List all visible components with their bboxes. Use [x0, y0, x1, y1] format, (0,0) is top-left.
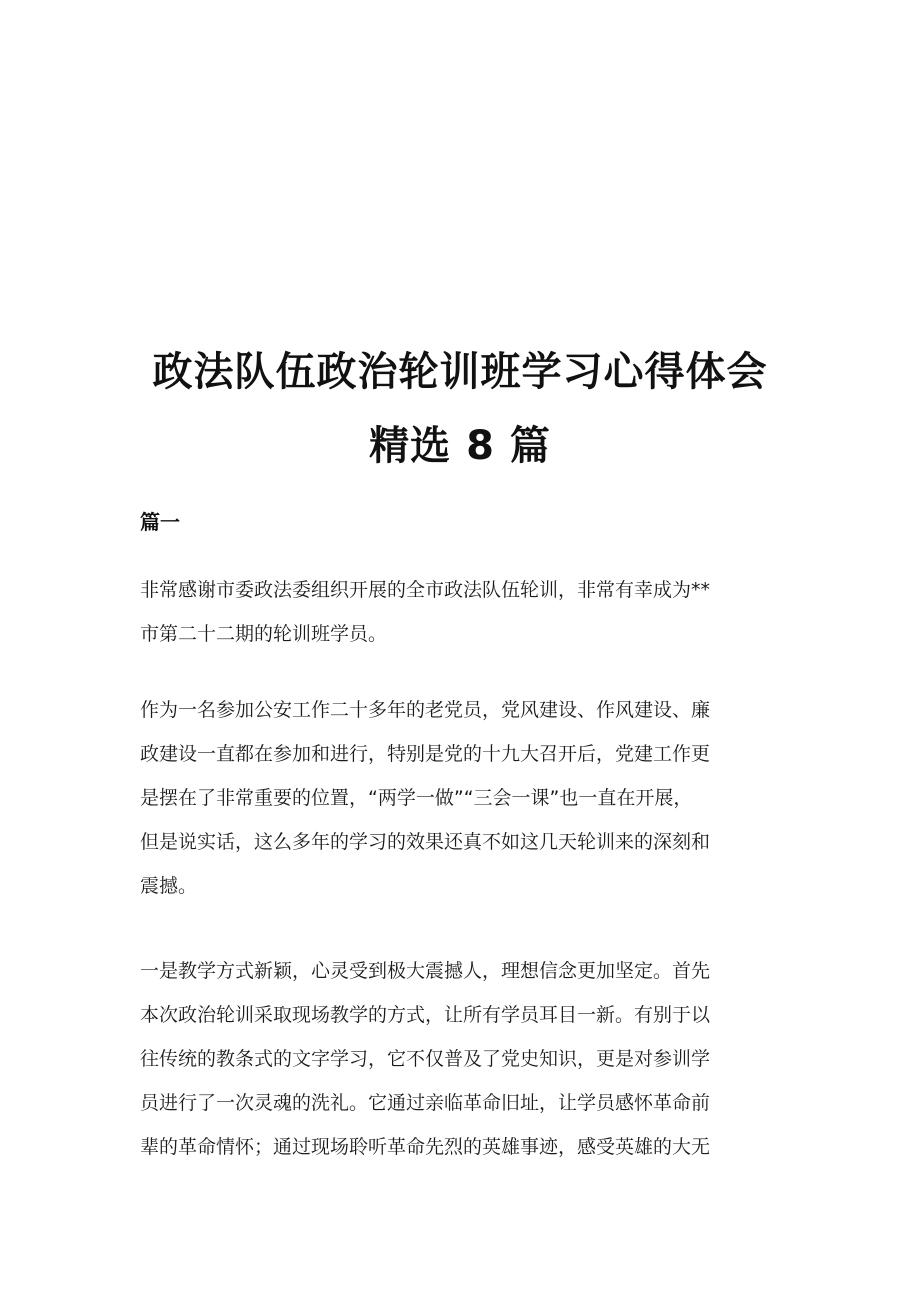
paragraph-line: 市第二十二期的轮训班学员。 — [140, 623, 388, 645]
paragraph-1 — [140, 568, 785, 656]
paragraph-line: 是摆在了非常重要的位置，“两学一做”“三会一课”也一直在开展， — [140, 787, 693, 809]
paragraph-3 — [140, 949, 785, 1169]
section-heading: 篇一 — [140, 510, 180, 534]
paragraph-line: 政建设一直都在参加和进行，特别是党的十九大召开后，党建工作更 — [140, 743, 711, 765]
paragraph-line: 辈的革命情怀；通过现场聆听革命先烈的英雄事迹，感受英雄的大无 — [140, 1136, 711, 1158]
paragraph-line: 员进行了一次灵魂的洗礼。它通过亲临革命旧址，让学员感怀革命前 — [140, 1092, 711, 1114]
document-title: 政法队伍政治轮训班学习心得体会 — [152, 349, 768, 395]
paragraph-line: 作为一名参加公安工作二十多年的老党员，党风建设、作风建设、廉 — [140, 699, 711, 721]
paragraph-line: 一是教学方式新颖，心灵受到极大震撼人，理想信念更加坚定。首先 — [140, 960, 711, 982]
paragraph-2 — [140, 688, 785, 908]
paragraph-line: 震撼。 — [140, 875, 198, 897]
paragraph-line: 非常感谢市委政法委组织开展的全市政法队伍轮训，非常有幸成为** — [140, 579, 711, 601]
paragraph-line: 本次政治轮训采取现场教学的方式，让所有学员耳目一新。有别于以 — [140, 1004, 711, 1026]
paragraph-line: 但是说实话，这么多年的学习的效果还真不如这几天轮训来的深刻和 — [140, 831, 711, 853]
document-subtitle: 精选 8 篇 — [369, 423, 551, 469]
paragraph-line: 往传统的教条式的文字学习，它不仅普及了党史知识，更是对参训学 — [140, 1048, 711, 1070]
